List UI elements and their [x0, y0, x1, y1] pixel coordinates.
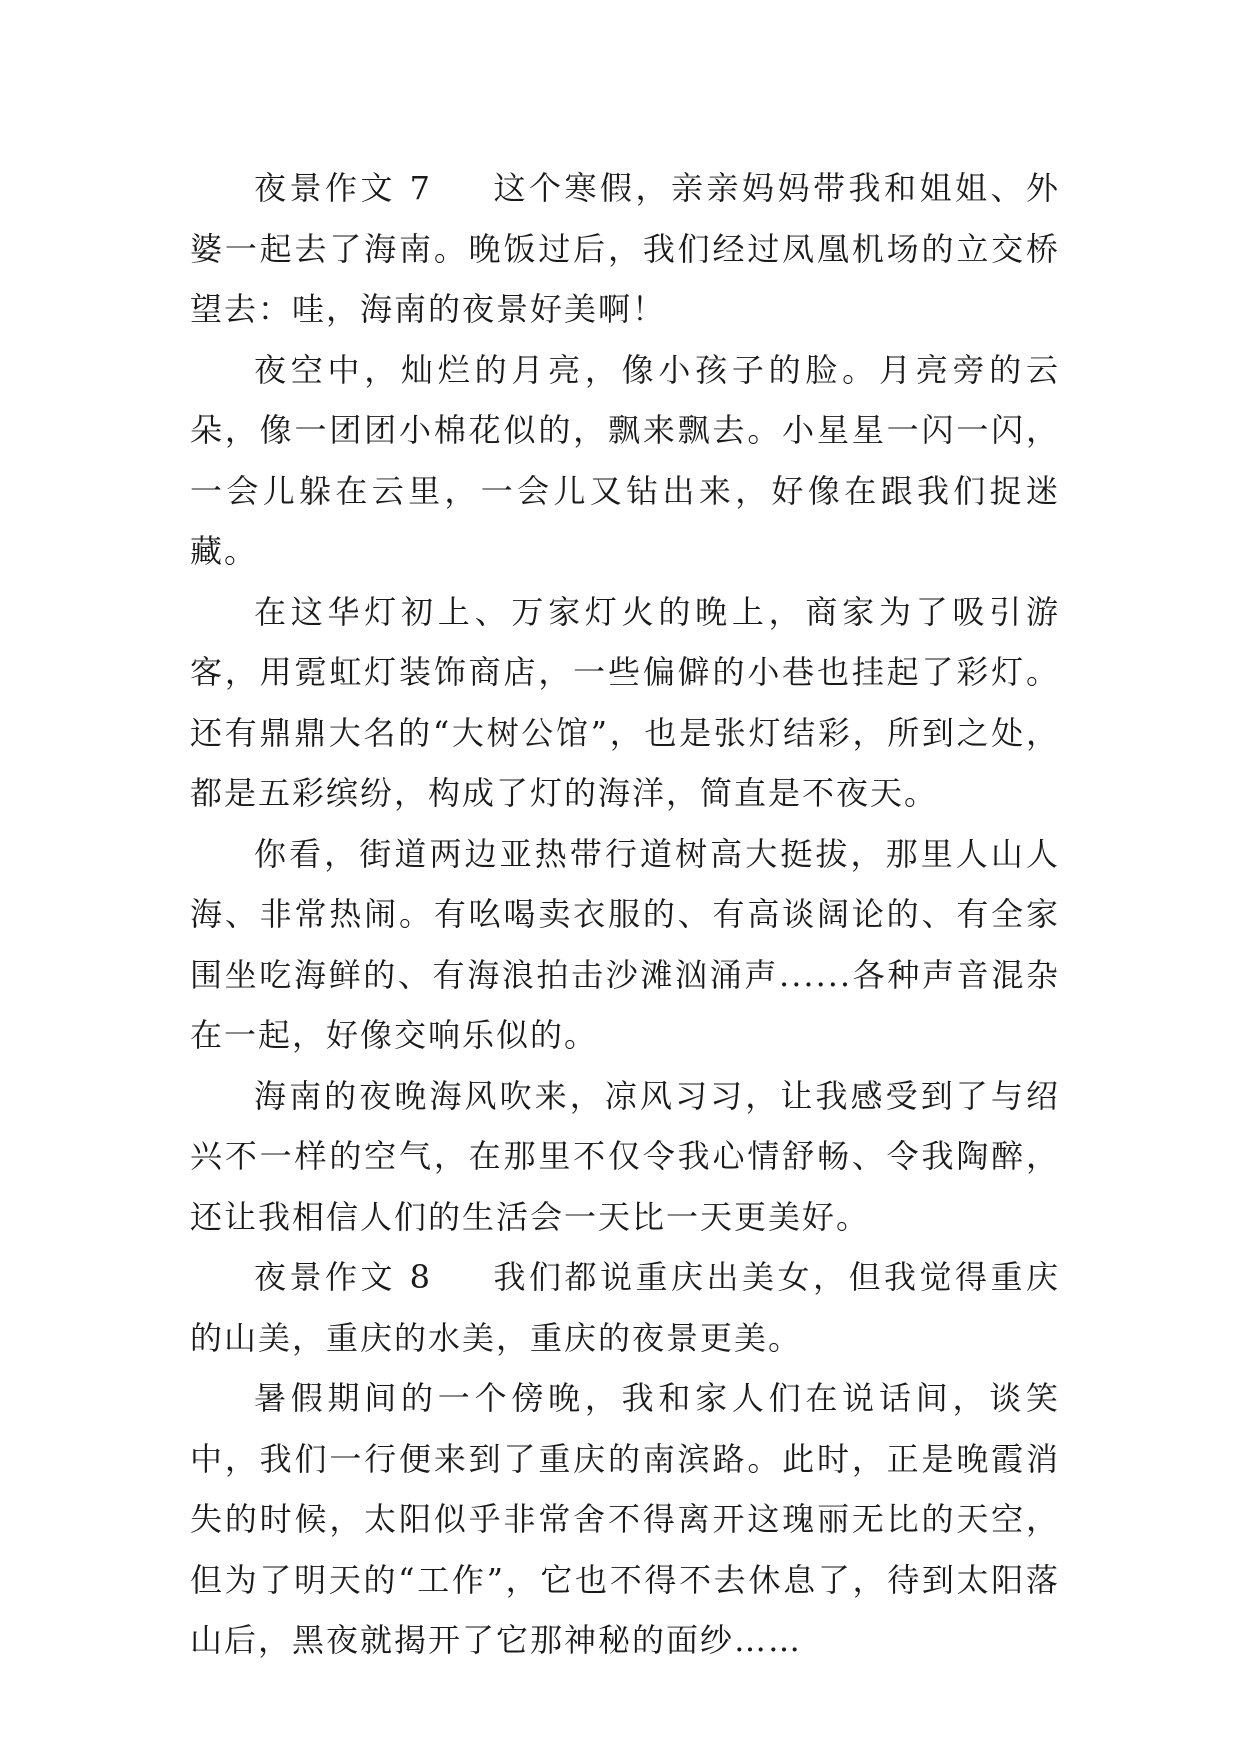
essay7-paragraph-5: 海南的夜晚海风吹来，凉风习习，让我感受到了与绍兴不一样的空气，在那里不仅令我心情舒畅、令我陶醉，还让我相信人们的生活会一天比一天更美好。: [190, 1076, 1060, 1236]
document-body: [190, 158, 1060, 1671]
essay8-paragraph-1: 我们都说重庆出美女，但我觉得重庆的山美，重庆的水美，重庆的夜景更美。: [190, 1258, 1060, 1357]
essay7-paragraph-3: 在这华灯初上、万家灯火的晚上，商家为了吸引游客，用霓虹灯装饰商店，一些偏僻的小巷也挂起了彩灯。还有鼎鼎大名的“大树公馆”，也是张灯结彩，所到之处，都是五彩缤纷，构成了灯的海洋，简直是不夜天。: [190, 592, 1060, 812]
essay7-paragraph-4: 你看，街道两边亚热带行道树高大挺拔，那里人山人海、非常热闹。有吆喝卖衣服的、有高谈阔论的、有全家围坐吃海鲜的、有海浪拍击沙滩汹涌声......各种声音混杂在一起，好像交响乐似的。: [190, 834, 1060, 1054]
essay7-intro-paragraph: [190, 158, 1060, 340]
essay7-title: 夜景作文 7: [254, 169, 433, 207]
essay7-paragraph-2: 夜空中，灿烂的月亮，像小孩子的脸。月亮旁的云朵，像一团团小棉花似的，飘来飘去。小星星一闪一闪，一会儿躲在云里，一会儿又钻出来，好像在跟我们捉迷藏。: [190, 350, 1060, 570]
essay8-intro-paragraph: [190, 1247, 1060, 1368]
essay7-paragraph-1: 这个寒假，亲亲妈妈带我和姐姐、外婆一起去了海南。晚饭过后，我们经过凤凰机场的立交桥望去：哇，海南的夜景好美啊！: [190, 169, 1060, 328]
essay8-paragraph-2: 暑假期间的一个傍晚，我和家人们在说话间，谈笑中，我们一行便来到了重庆的南滨路。此时，正是晚霞消失的时候，太阳似乎非常舍不得离开这瑰丽无比的天空，但为了明天的“工作”，它也不得不去休息了，待到太阳落山后，黑夜就揭开了它那神秘的面纱……: [190, 1379, 1060, 1659]
essay8-title: 夜景作文 8: [254, 1258, 433, 1296]
